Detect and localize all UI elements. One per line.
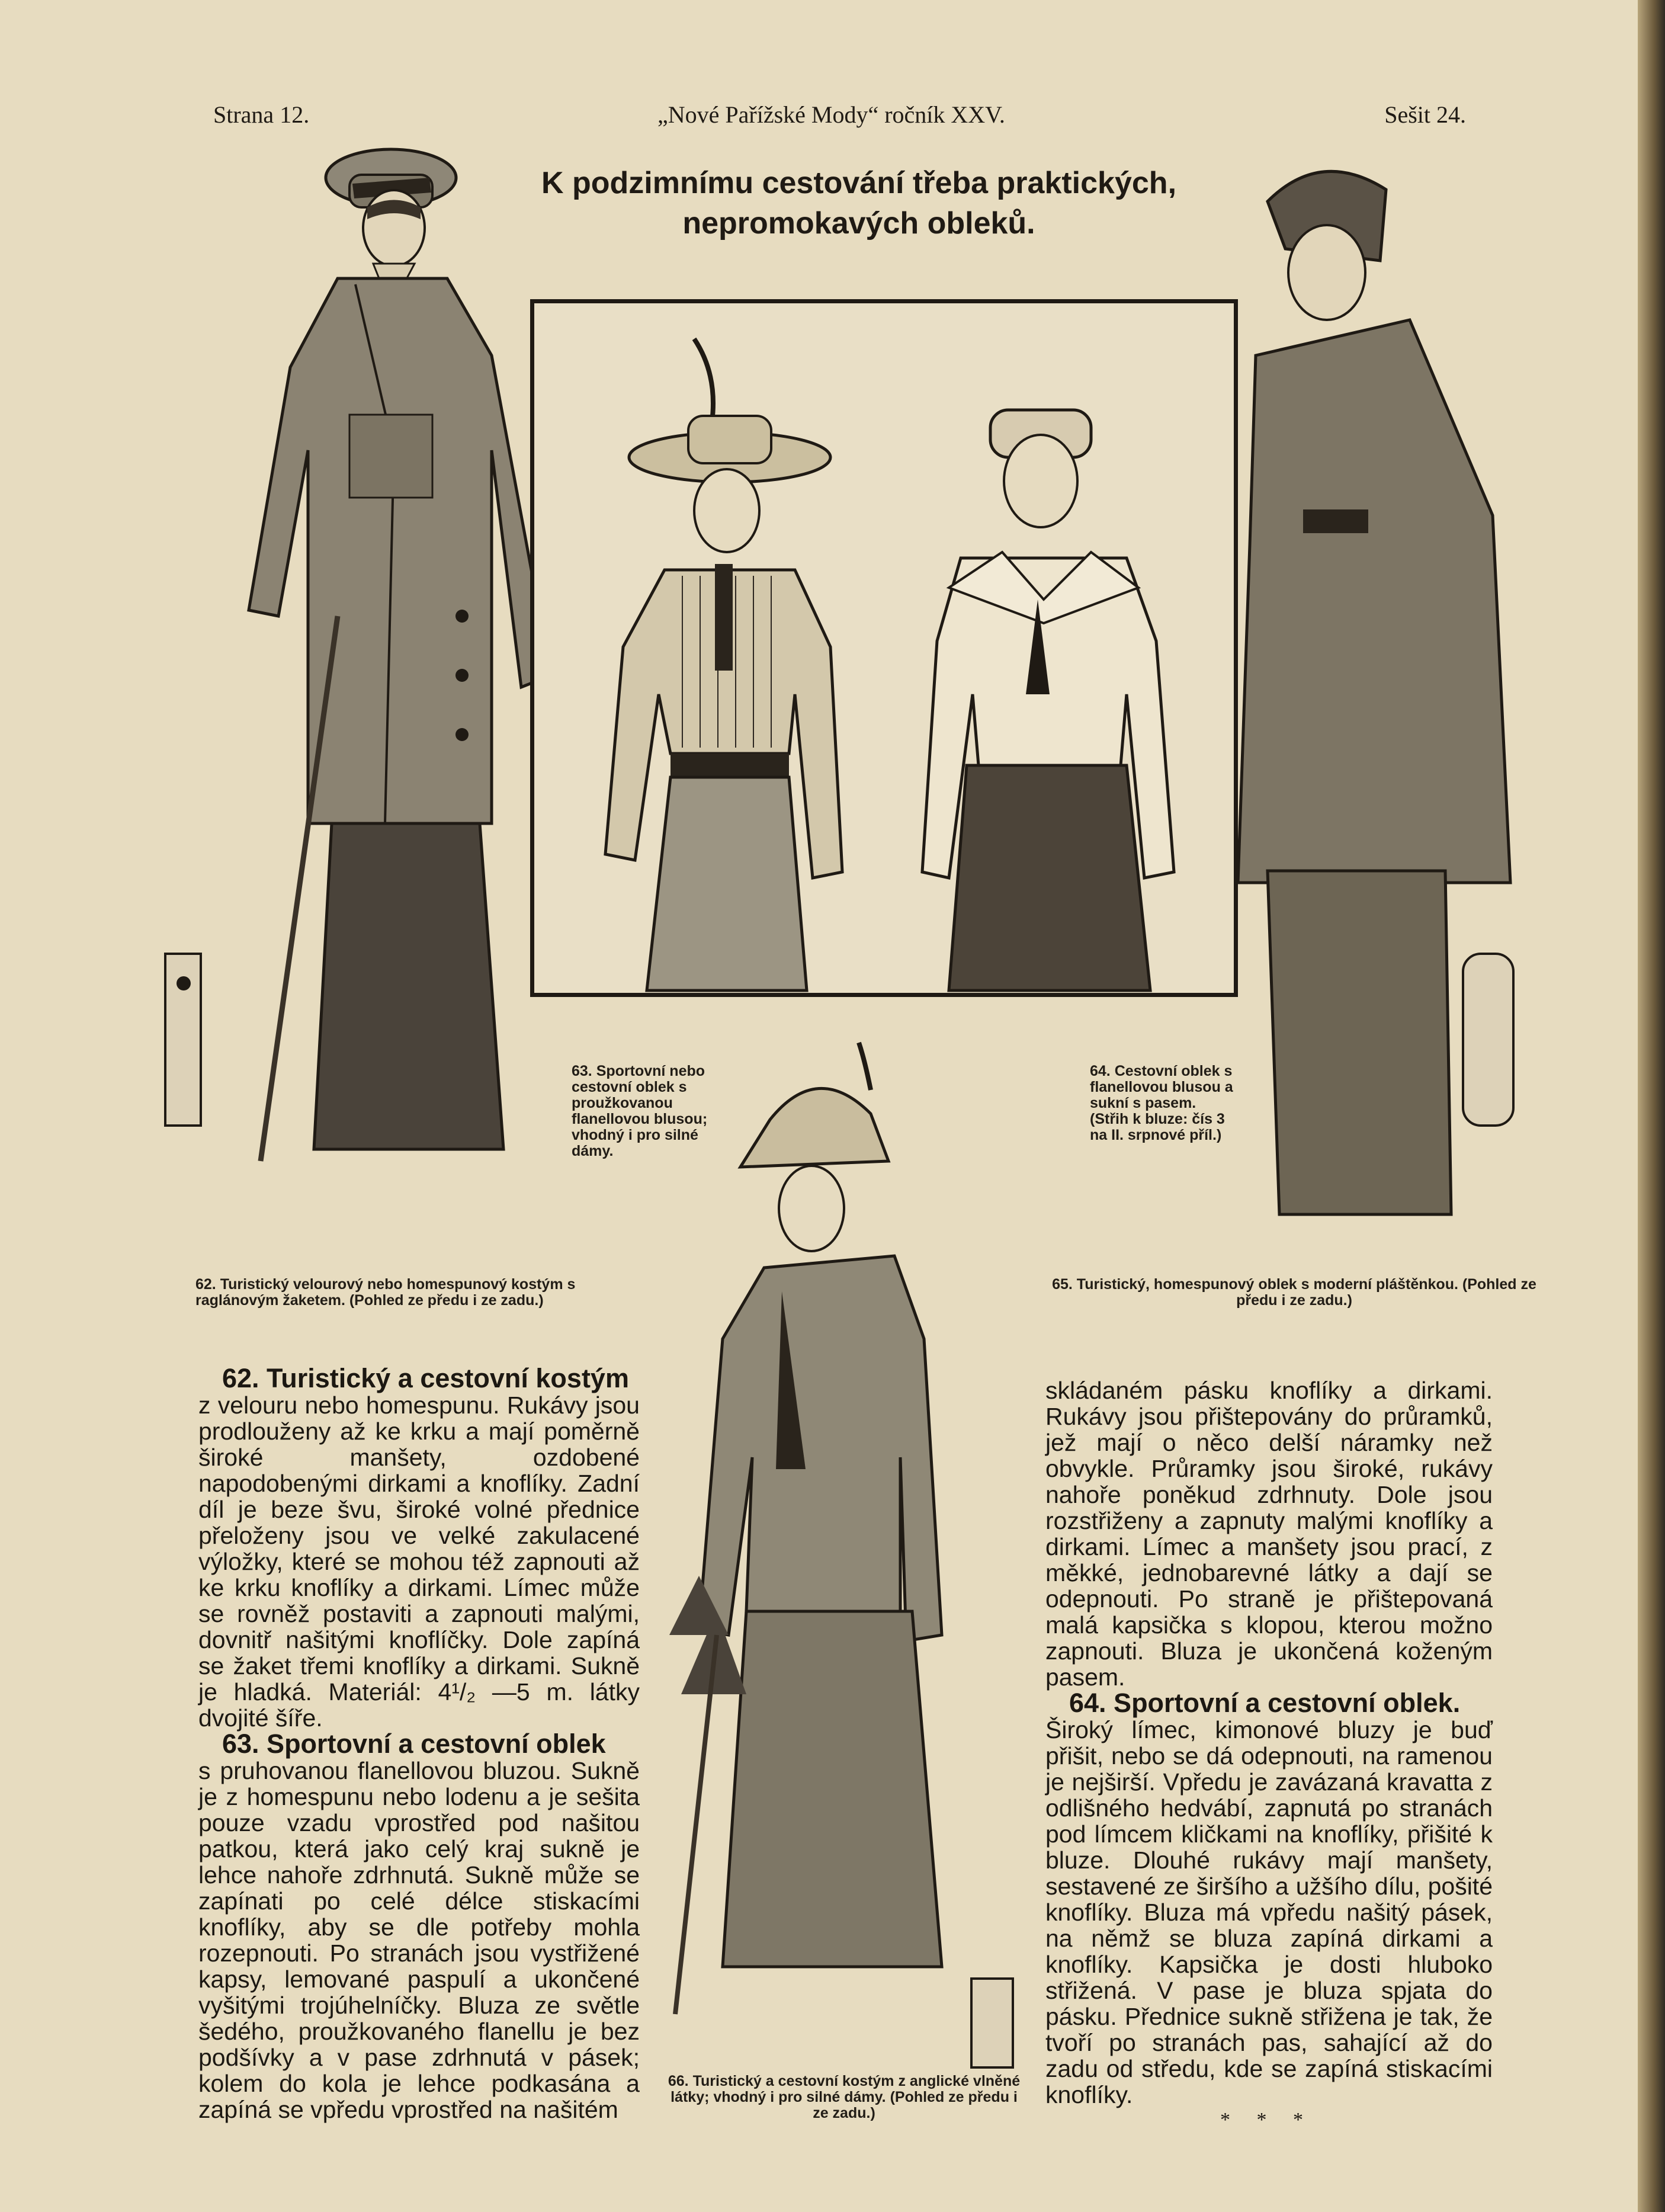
figure-64-illustration: [913, 363, 1198, 990]
figure-65-illustration: [1232, 160, 1623, 1238]
headline-line-1: K podzimnímu cestování třeba praktických,: [541, 166, 1177, 200]
section-62-heading: 62. Turistický a cestovní kostým: [222, 1363, 629, 1393]
figure-62-illustration: [160, 142, 575, 1197]
figure-63-illustration: [582, 339, 890, 990]
caption-64: 64. Cestovní oblek s flanellovou blusou a sukní s pasem. (Střih k bluze: čís 3 na II. srpnové příl.): [1090, 1063, 1233, 1143]
caption-62: 62. Turistický velourový nebo homespunový kostým s raglánovým žaketem. (Pohled ze předu i ze zadu.): [195, 1276, 576, 1309]
section-64-heading: 64. Sportovní a cestovní oblek.: [1069, 1688, 1461, 1718]
issue-number: Sešit 24.: [1384, 101, 1466, 128]
article-column-right: [1045, 1377, 1493, 2108]
section-62-text: z velouru nebo homespunu. Rukávy jsou prodlouženy až ke krku a mají poměrně široké manšety, ozdobené napodobenými dirkami a knoflíky. Zadní díl je beze švu, široké volné přednice přeloženy jsou ve velké zakulacené výložky, které se mohou též zapnouti až ke krku knoflíky a dirkami. Límec může se rovněž postaviti a zapnouti malými, dovnitř našitými knoflíčky. Dole zapíná se žaket třemi knoflíky a dirkami. Sukně je hladká. Materiál: 4¹/₂ —5 m. látky dvojité šíře.: [198, 1392, 640, 1732]
page-number: Strana 12.: [213, 101, 310, 128]
section-63-text: s pruhovanou flanellovou bluzou. Sukně je z homespunu nebo lodenu a je sešita pouze vzadu vprostřed pod našitou patkou, která jako celý kraj sukně je lehce nahoře zdrhnutá. Sukně může se zapínati po celé délce stiskacími knoflíky, aby se dle potřeby mohla rozepnouti. Po stranách jsou vystřižené kapsy, lemované paspulí a ukončené vyšitými trojúhelníčky. Bluza ze světle šedého, proužkovaného flanellu je bez podšívky a v pase zdrhnutá v pásek; kolem do kola je lehce podkasána a zapíná se vpředu vprostřed na našitém: [198, 1757, 640, 2123]
magazine-title: „Nové Pařížské Mody“ ročník XXV.: [657, 101, 1005, 128]
headline: [503, 163, 1214, 243]
page-edge: [1638, 0, 1665, 2212]
article-column-left: [198, 1365, 640, 2123]
caption-66: 66. Turistický a cestovní kostým z anglické vlněné látky; vhodný i pro silné dámy. (Pohled ze předu i ze zadu.): [668, 2073, 1021, 2121]
section-63-continuation: skládaném pásku knoflíky a dirkami. Rukávy jsou přištepovány do průramků, jež mají o něco delší náramky než obvykle. Průramky jsou široké, rukávy nahoře poněkud zdrhnuty. Dole jsou rozstřiženy a zapnuty malými knoflíky a dirkami. Límec a manšety jsou prací, z měkké, jednobarevné látky a dají se odepnouti. Po straně je přištepovaná malá kapsička s klopou, kterou možno zapnouti. Bluza je ukončená koženým pasem.: [1045, 1377, 1493, 1691]
headline-line-2: nepromokavých obleků.: [682, 206, 1035, 241]
caption-65: 65. Turistický, homespunový oblek s moderní pláštěnkou. (Pohled ze předu i ze zadu.): [1052, 1276, 1536, 1309]
caption-63: 63. Sportovní nebo cestovní oblek s proužkovanou flanellovou blusou; vhodný i pro silné dámy.: [572, 1063, 708, 1159]
section-63-heading: 63. Sportovní a cestovní oblek: [222, 1729, 606, 1759]
illustration-frame: [530, 299, 1238, 997]
section-64-text: Široký límec, kimonové bluzy je buď přišit, nebo se dá odepnouti, na ramenou je nejširší. Vpředu je zavázaná kravatta z odlišného hedvábí, zapnutá po stranách pod límcem kličkami na knoflíky, přišité k bluze. Dlouhé rukávy mají manšety, sestavené ze širšího a užšího dílu, pošité knoflíky. Bluza má vpředu našitý pásek, na němž se bluza zapíná dirkami a knoflíky. Kapsička je dosti hluboko střižená. V pase je bluza spjata do pásku. Přednice sukně střižena je tak, že tvoří po stranách pas, sahající až do zadu od středu, kde se zapíná stiskacími knoflíky.: [1045, 1716, 1493, 2108]
end-mark: * * *: [1220, 2109, 1314, 2131]
figure-66-illustration: [663, 1043, 1019, 2073]
